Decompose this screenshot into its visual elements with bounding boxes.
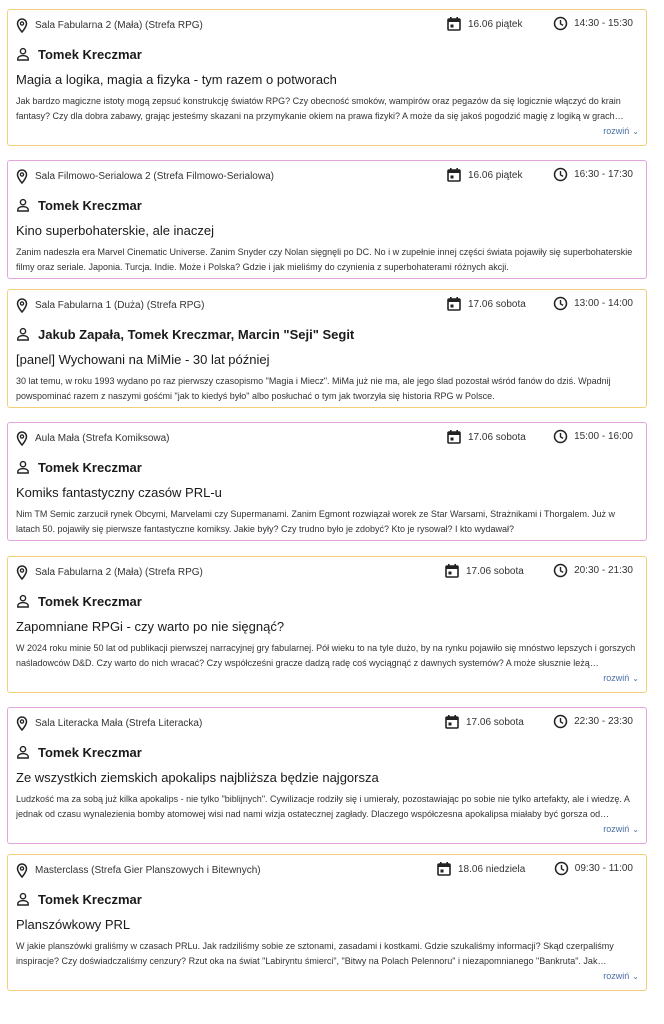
expand-label: rozwiń xyxy=(603,673,630,683)
event-title[interactable]: [panel] Wychowani na MiMie - 30 lat później xyxy=(16,352,270,367)
event-title[interactable]: Zapomniane RPGi - czy warto po nie sięgnąć? xyxy=(16,619,285,634)
event-date-text: 17.06 sobota xyxy=(466,565,524,577)
location-pin-icon xyxy=(16,863,28,878)
event-location xyxy=(16,565,203,580)
event-speakers-row xyxy=(16,591,639,611)
event-location-text: Sala Filmowo-Serialowa 2 (Strefa Filmowo-Serialowa) xyxy=(35,171,274,182)
event-date-text: 17.06 sobota xyxy=(468,298,526,310)
event-card[interactable] xyxy=(7,854,647,991)
event-speakers-row xyxy=(16,889,639,909)
event-card[interactable] xyxy=(7,160,647,279)
event-speakers[interactable]: Tomek Kreczmar xyxy=(38,593,142,609)
event-card[interactable] xyxy=(7,289,647,408)
calendar-icon xyxy=(444,563,460,579)
clock-icon xyxy=(553,296,568,311)
event-title[interactable]: Kino superbohaterskie, ale inaczej xyxy=(16,223,215,238)
event-card[interactable] xyxy=(7,9,647,146)
event-time-text: 13:00 - 14:00 xyxy=(574,298,633,309)
location-pin-icon xyxy=(16,565,28,580)
event-time xyxy=(553,167,633,182)
event-time xyxy=(553,16,633,31)
event-speakers-row xyxy=(16,742,639,762)
event-date xyxy=(446,429,526,445)
event-location xyxy=(16,431,170,446)
clock-icon xyxy=(553,563,568,578)
event-speakers-row xyxy=(16,44,639,64)
event-meta-row xyxy=(16,557,639,587)
event-location-text: Sala Literacka Mała (Strefa Literacka) xyxy=(35,718,203,729)
calendar-icon xyxy=(446,429,462,445)
calendar-icon xyxy=(446,167,462,183)
event-date-text: 16.06 piątek xyxy=(468,169,523,181)
event-location-text: Sala Fabularna 2 (Mała) (Strefa RPG) xyxy=(35,20,203,31)
clock-icon xyxy=(553,429,568,444)
event-title[interactable]: Komiks fantastyczny czasów PRL-u xyxy=(16,485,222,500)
event-meta-row xyxy=(16,855,639,885)
person-icon xyxy=(16,460,30,474)
event-card[interactable] xyxy=(7,707,647,844)
chevron-down-icon: ⌄ xyxy=(632,127,639,136)
event-location xyxy=(16,716,202,731)
event-date xyxy=(446,167,523,183)
event-location-text: Sala Fabularna 1 (Duża) (Strefa RPG) xyxy=(35,300,205,311)
event-date-text: 17.06 sobota xyxy=(466,716,524,728)
expand-label: rozwiń xyxy=(603,126,630,136)
location-pin-icon xyxy=(16,716,28,731)
expand-button[interactable] xyxy=(16,971,639,985)
expand-label: rozwiń xyxy=(603,971,630,981)
event-description: W jakie planszówki graliśmy w czasach PRLu. Jak radziliśmy sobie ze sztonami, zasadami i kostkami. Gdzie szukaliśmy informacji? Skąd czerpaliśmy inspiracje? Czy doświadczaliśmy cenzury? Rzut oka na świat "Labiryntu śmierci", "Bitwy na Polach Pelennoru" i niezapomnianego "Bankruta". Jak… xyxy=(16,941,614,966)
event-meta-row xyxy=(16,10,639,40)
event-location xyxy=(16,298,205,313)
clock-icon xyxy=(553,167,568,182)
chevron-down-icon: ⌄ xyxy=(632,674,639,683)
person-icon xyxy=(16,892,30,906)
location-pin-icon xyxy=(16,169,28,184)
event-meta-row xyxy=(16,290,639,320)
calendar-icon xyxy=(444,714,460,730)
person-icon xyxy=(16,327,30,341)
person-icon xyxy=(16,47,30,61)
clock-icon xyxy=(553,714,568,729)
event-time xyxy=(554,861,633,876)
event-time xyxy=(553,714,633,729)
calendar-icon xyxy=(446,296,462,312)
chevron-down-icon: ⌄ xyxy=(632,825,639,834)
expand-button[interactable] xyxy=(16,673,639,687)
expand-button[interactable] xyxy=(16,126,639,140)
event-speakers-row xyxy=(16,457,639,477)
event-time-text: 20:30 - 21:30 xyxy=(574,565,633,576)
event-title[interactable]: Magia a logika, magia a fizyka - tym razem o potworach xyxy=(16,72,337,87)
event-date xyxy=(444,563,524,579)
event-time xyxy=(553,429,633,444)
chevron-down-icon: ⌄ xyxy=(632,972,639,981)
event-date-text: 17.06 sobota xyxy=(468,431,526,443)
location-pin-icon xyxy=(16,431,28,446)
event-location xyxy=(16,863,261,878)
event-date xyxy=(444,714,524,730)
event-time-text: 14:30 - 15:30 xyxy=(574,18,633,29)
clock-icon xyxy=(553,16,568,31)
event-card[interactable] xyxy=(7,556,647,693)
event-time-text: 16:30 - 17:30 xyxy=(574,169,633,180)
person-icon xyxy=(16,198,30,212)
event-location xyxy=(16,18,203,33)
calendar-icon xyxy=(436,861,452,877)
event-title[interactable]: Planszówkowy PRL xyxy=(16,917,131,932)
event-speakers[interactable]: Tomek Kreczmar xyxy=(38,46,142,62)
event-speakers[interactable]: Tomek Kreczmar xyxy=(38,197,142,213)
event-location-text: Sala Fabularna 2 (Mała) (Strefa RPG) xyxy=(35,567,203,578)
event-meta-row xyxy=(16,708,639,738)
event-description: Zanim nadeszła era Marvel Cinematic Universe. Zanim Snyder czy Nolan sięgnęli po DC. No i w zupełnie innej części świata pojawiły się superbohaterskie filmy oraz seriale. Japonia. Turcja. Indie. Może i Polska? Gdzie i jak mieliśmy do czynienia z superbohaterami różnych akcji. xyxy=(16,247,633,272)
location-pin-icon xyxy=(16,298,28,313)
event-date-text: 18.06 niedziela xyxy=(458,863,526,875)
expand-button[interactable] xyxy=(16,824,639,838)
event-description: 30 lat temu, w roku 1993 wydano po raz pierwszy czasopismo "Magia i Miecz". MiMa już nie ma, ale jego ślad pozostał wśród fanów do dziś. Wpadnij powspominać razem z naszymi gośćmi "jak to kiedyś było" albo posłuchać o tym jak tworzyła się historia RPG w Polsce. xyxy=(16,376,611,401)
event-card[interactable] xyxy=(7,422,647,541)
event-date xyxy=(446,296,526,312)
location-pin-icon xyxy=(16,18,28,33)
event-speakers[interactable]: Tomek Kreczmar xyxy=(38,744,142,760)
event-location-text: Masterclass (Strefa Gier Planszowych i Bitewnych) xyxy=(35,865,261,876)
event-time-text: 22:30 - 23:30 xyxy=(574,716,633,727)
event-location-text: Aula Mała (Strefa Komiksowa) xyxy=(35,433,170,444)
event-meta-row xyxy=(16,161,639,191)
event-date-text: 16.06 piątek xyxy=(468,18,523,30)
event-time xyxy=(553,563,633,578)
event-meta-row xyxy=(16,423,639,453)
event-location xyxy=(16,169,274,184)
event-description: W 2024 roku minie 50 lat od publikacji pierwszej narracyjnej gry fabularnej. Pół wieku to na tyle dużo, by na rynku pojawiło się mnóstwo lepszych i gorszych naśladowców D&D. Czy warto do nich wracać? Czy współcześni gracze dadzą radę coś wyciągnąć z dawnych systemów? A może słusznie leżą… xyxy=(16,643,636,668)
calendar-icon xyxy=(446,16,462,32)
event-speakers[interactable]: Jakub Zapała, Tomek Kreczmar, Marcin "Seji" Segit xyxy=(38,326,355,342)
person-icon xyxy=(16,594,30,608)
event-speakers-row xyxy=(16,195,639,215)
event-speakers[interactable]: Tomek Kreczmar xyxy=(38,891,142,907)
event-time-text: 15:00 - 16:00 xyxy=(574,431,633,442)
event-time-text: 09:30 - 11:00 xyxy=(574,863,633,874)
event-speakers-row xyxy=(16,324,639,344)
event-title[interactable]: Ze wszystkich ziemskich apokalips najbliższa będzie najgorsza xyxy=(16,770,379,785)
person-icon xyxy=(16,745,30,759)
expand-label: rozwiń xyxy=(603,824,630,834)
event-date xyxy=(446,16,523,32)
event-speakers[interactable]: Tomek Kreczmar xyxy=(38,459,142,475)
event-description: Jak bardzo magiczne istoty mogą zepsuć konstrukcję światów RPG? Czy obecność smoków, wampirów oraz pegazów da się logicznie włączyć do krain fantasy? Czy dla dobra zabawy, grając jesteśmy skazani na przymykanie okiem na prawa fizyki? A może da się jakoś pogodzić magię z logiką w grach… xyxy=(16,96,624,121)
event-time xyxy=(553,296,633,311)
event-description: Ludzkość ma za sobą już kilka apokalips - nie tylko "biblijnych". Cywilizacje rodziły się i umierały, pozostawiając po sobie nie tylko artefakty, ale i wiedzę. A jednak od czasu wynalezienia bomby atomowej wisi nad nami wizja ostatecznej zagłady. Dlaczego współczesna apokalipsa miałaby być gorsza od… xyxy=(16,794,630,819)
event-date xyxy=(436,861,525,877)
clock-icon xyxy=(554,861,569,876)
event-description: Nim TM Semic zarzucił rynek Obcymi, Marvelami czy Supermanami. Zanim Egmont rozwiązał worek ze Star Warsami, Strażnikami i Thorgalem. Już w latach 50. pojawiły się pierwsze fantastyczne komiksy. Jakie były? Czy trudno było je zdobyć? Kto je rysował? I kto wydawał? xyxy=(16,509,615,534)
